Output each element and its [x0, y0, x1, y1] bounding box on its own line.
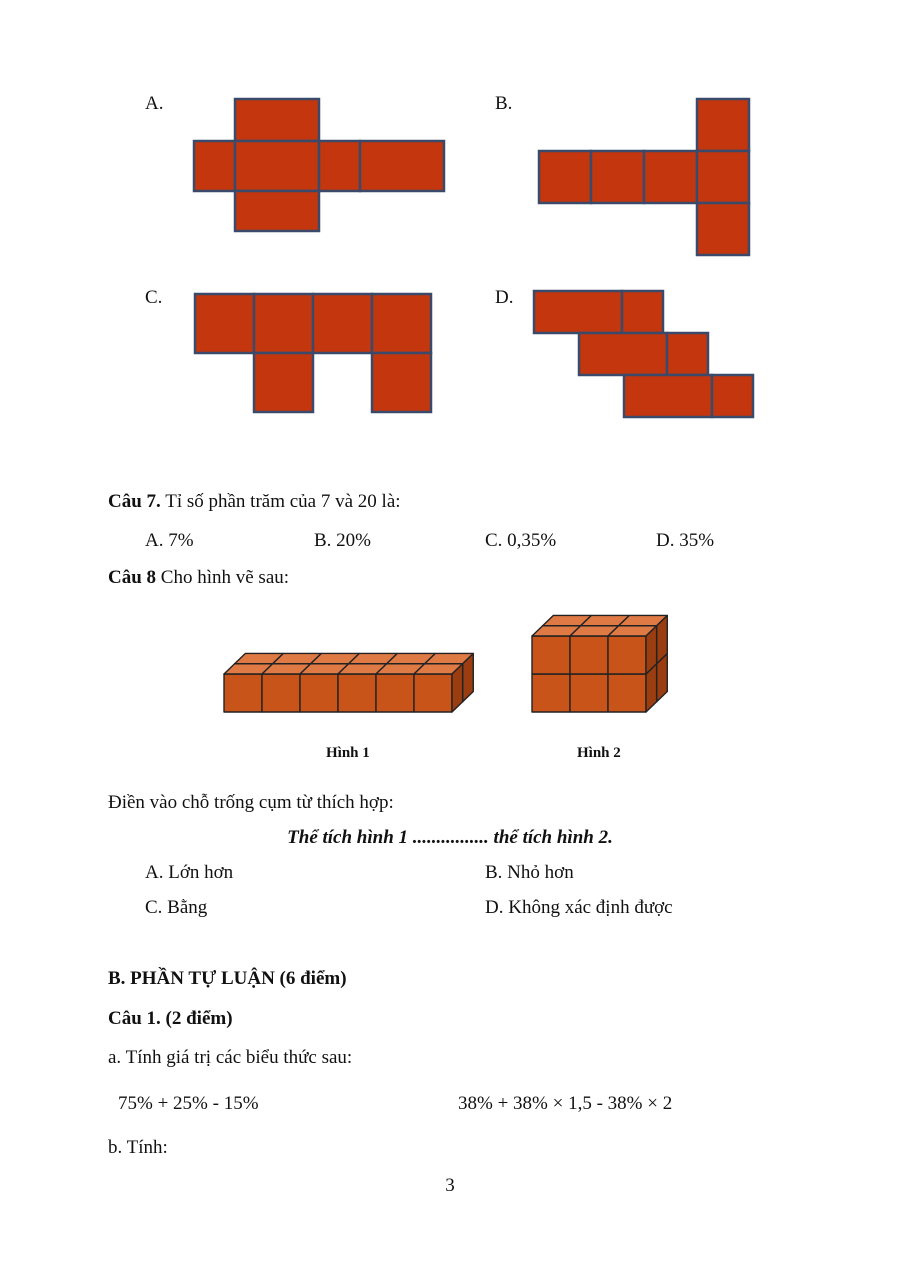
net-b-square — [644, 151, 697, 203]
q8-instruction: Điền vào chỗ trống cụm từ thích hợp: — [108, 792, 394, 813]
net-c-square — [254, 294, 313, 353]
net-c-square — [254, 353, 313, 412]
section-b-title: B. PHẦN TỰ LUẬN (6 điểm) — [108, 968, 347, 989]
cube-front-face — [570, 636, 608, 674]
net-a-square — [194, 141, 235, 191]
q7-answer-c[interactable]: C. 0,35% — [485, 530, 557, 551]
cube-front-face — [414, 674, 452, 712]
cube-front-face — [532, 674, 570, 712]
hinh-2-caption: Hình 2 — [577, 745, 621, 761]
cube-front-face — [338, 674, 376, 712]
net-b-square — [697, 203, 749, 255]
cube-front-face — [608, 636, 646, 674]
q7-answer-a[interactable]: A. 7% — [145, 530, 194, 551]
q8-answer-a[interactable]: A. Lớn hơn — [145, 862, 234, 883]
part-b-text: b. Tính: — [108, 1137, 168, 1158]
question-7-title: Câu 7. — [108, 491, 161, 512]
net-d-square — [624, 375, 712, 417]
q8-answer-b[interactable]: B. Nhỏ hơn — [485, 862, 574, 883]
net-d-square — [712, 375, 753, 417]
hinh-1-caption: Hình 1 — [326, 745, 370, 761]
net-d-square — [534, 291, 622, 333]
option-d-label: D. — [495, 287, 514, 308]
question-8-text: Cho hình vẽ sau: — [160, 567, 290, 588]
net-c-square — [313, 294, 372, 353]
net-d-square — [622, 291, 663, 333]
cube-front-face — [570, 674, 608, 712]
net-b-square — [697, 99, 749, 151]
cube-front-face — [300, 674, 338, 712]
net-b-square — [697, 151, 749, 203]
cube-front-face — [532, 636, 570, 674]
net-b-square — [591, 151, 644, 203]
q8-answer-d[interactable]: D. Không xác định được — [485, 897, 673, 918]
net-a-square — [235, 141, 319, 191]
cube-front-face — [608, 674, 646, 712]
question-8-title: Câu 8 — [108, 567, 157, 588]
net-c-square — [195, 294, 254, 353]
net-d-square — [579, 333, 667, 375]
net-a-figure — [190, 95, 450, 235]
essay-question-1-title: Câu 1. (2 điểm) — [108, 1008, 233, 1029]
q7-answer-d[interactable]: D. 35% — [656, 530, 715, 551]
question-8 — [108, 567, 289, 589]
part-a-text: a. Tính giá trị các biểu thức sau: — [108, 1047, 353, 1068]
question-7 — [108, 491, 401, 513]
page-number: 3 — [445, 1175, 455, 1196]
net-a-square — [235, 99, 319, 141]
cube-front-face — [376, 674, 414, 712]
expression-2: 38% + 38% × 1,5 - 38% × 2 — [458, 1093, 673, 1114]
net-c-figure — [190, 290, 435, 415]
cube-front-face — [262, 674, 300, 712]
net-d-square — [667, 333, 708, 375]
figure-hinh-2 — [525, 605, 685, 735]
net-a-square — [319, 141, 360, 191]
net-a-square — [360, 141, 444, 191]
net-b-square — [539, 151, 591, 203]
q8-statement: Thể tích hình 1 ................ thể tích hình 2. — [287, 827, 613, 848]
option-c-label: C. — [145, 287, 163, 308]
q7-answer-b[interactable]: B. 20% — [314, 530, 371, 551]
cube-front-face — [224, 674, 262, 712]
expression-1: 75% + 25% - 15% — [118, 1093, 259, 1114]
net-a-square — [235, 191, 319, 231]
option-b-label: B. — [495, 93, 513, 114]
question-7-text: Tỉ số phần trăm của 7 và 20 là: — [165, 491, 401, 512]
option-a-label: A. — [145, 93, 164, 114]
net-c-square — [372, 353, 431, 412]
q8-answer-c[interactable]: C. Bằng — [145, 897, 208, 918]
net-b-figure — [535, 95, 755, 260]
net-c-square — [372, 294, 431, 353]
net-d-figure — [530, 288, 755, 418]
